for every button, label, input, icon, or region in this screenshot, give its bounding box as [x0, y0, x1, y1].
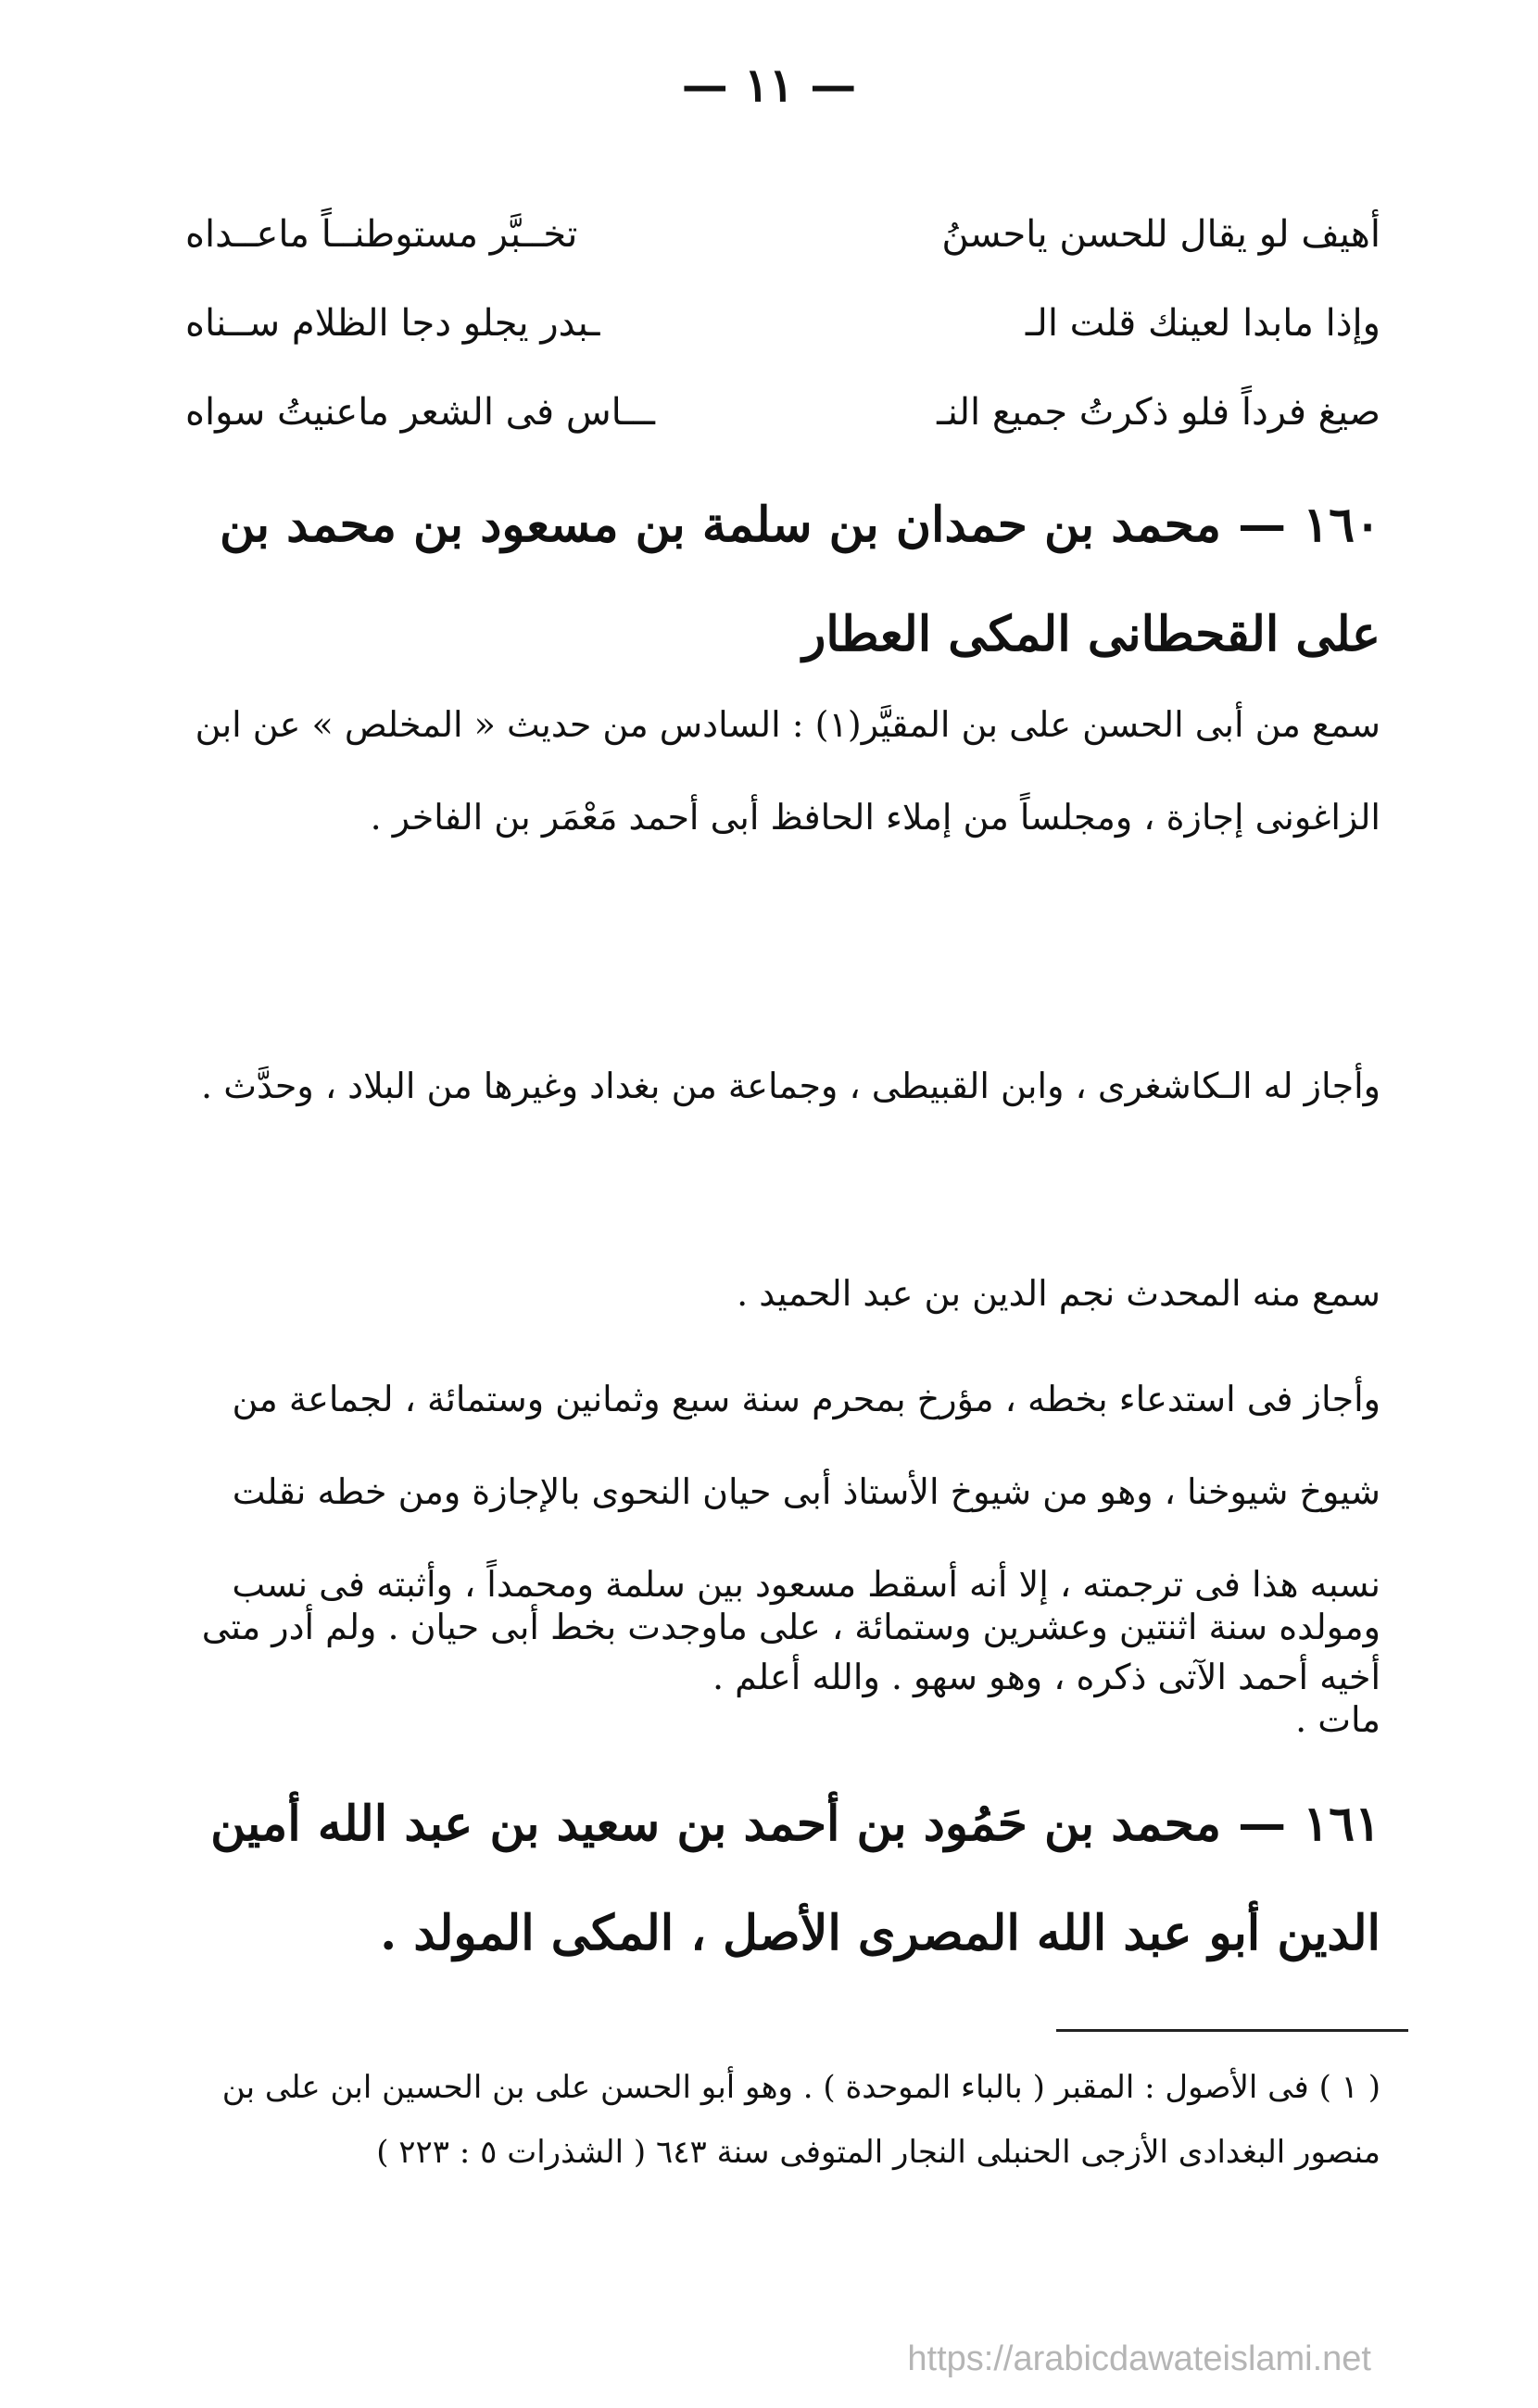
footnote: ( ١ ) فى الأصول : المقبر ( بالباء الموحدة ) . وهو أبو الحسن على بن الحسين ابن على بن منصور البغدادى الأزجى الحنبلى النجار المتوفى سنة ٦٤٣ ( الشذرات ٥ : ٢٢٣ ) — [221, 2069, 1380, 2171]
entry-161-heading: ١٦١ — محمد بن حَمُود بن أحمد بن سعيد بن عبد الله أمين الدين أبو عبد الله المصرى الأصل ، المكى المولد . — [210, 1796, 1380, 1961]
poem-hemistich-first: وإذا مابدا لعينك قلت الـ — [1025, 302, 1380, 345]
footnote-divider — [1056, 2029, 1408, 2032]
watermark: https://arabicdawateislami.net — [907, 2339, 1371, 2378]
poem-line-1 — [185, 190, 1380, 279]
poem-hemistich-second: تخــبَّر مستوطنــاً ماعــداه — [185, 213, 578, 256]
entry-160-heading: ١٦٠ — محمد بن حمدان بن سلمة بن مسعود بن محمد بن على القحطانى المكى العطار — [220, 497, 1380, 662]
entry-160-paragraph-2: وأجاز له الـكاشغرى ، وابن القبيطى ، وجماعة من بغداد وغيرها من البلاد ، وحدَّث . — [201, 1065, 1380, 1106]
entry-160-paragraph-3: سمع منه المحدث نجم الدين بن عبد الحميد . — [737, 1273, 1380, 1314]
poem-line-2 — [185, 279, 1380, 368]
poem-hemistich-first: صيغ فرداً فلو ذكرتُ جميع النـ — [937, 391, 1380, 434]
page-number: — ١١ — — [681, 57, 857, 112]
poem — [185, 190, 1380, 457]
poem-line-3 — [185, 368, 1380, 457]
entry-160-paragraph-5: ومولده سنة اثنتين وعشرين وستمائة ، على ماوجدت بخط أبى حيان . ولم أدر متى مات . — [201, 1607, 1380, 1740]
poem-hemistich-first: أهيف لو يقال للحسن ياحسنُ — [941, 213, 1380, 256]
entry-160-paragraph-1: سمع من أبى الحسن على بن المقيَّر(١) : السادس من حديث « المخلص » عن ابن الزاغونى إجازة ، ومجلساً من إملاء الحافظ أبى أحمد مَعْمَر بن الفاخر . — [195, 704, 1380, 838]
poem-hemistich-second: ـبدر يجلو دجا الظلام ســناه — [185, 302, 600, 345]
poem-hemistich-second: ـــاس فى الشعر ماعنيتُ سواه — [185, 391, 655, 434]
entry-160-paragraph-4: وأجاز فى استدعاء بخطه ، مؤرخ بمحرم سنة سبع وثمانين وستمائة ، لجماعة من شيوخ شيوخنا ، وهو من شيوخ الأستاذ أبى حيان النحوى بالإجازة ومن خطه نقلت نسبه هذا فى ترجمته ، إلا أنه أسقط مسعود بين سلمة ومحمداً ، وأثبته فى نسب أخيه أحمد الآتى ذكره ، وهو سهو . والله أعلم . — [232, 1379, 1380, 1697]
